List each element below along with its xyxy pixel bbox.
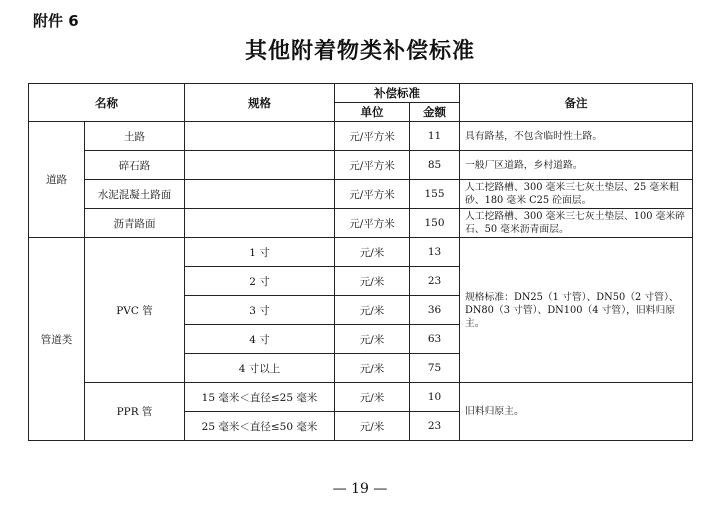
item-unit: 元/平方米 [335, 209, 410, 238]
item-unit: 元/米 [335, 267, 410, 296]
table-row [29, 151, 693, 180]
table-row [29, 180, 693, 209]
item-name-pvc: PVC 管 [85, 238, 185, 383]
item-amount: 63 [410, 325, 460, 354]
header-name: 名称 [29, 84, 185, 122]
page-number: — 19 — [332, 481, 388, 497]
header-unit: 单位 [335, 103, 410, 122]
table-row [29, 383, 693, 412]
item-spec [185, 122, 335, 151]
compensation-table [28, 83, 693, 441]
category-pipes: 管道类 [29, 238, 85, 441]
item-amount: 150 [410, 209, 460, 238]
item-remark: 人工挖路槽、300 毫米三七灰土垫层、100 毫米碎石、50 毫米沥青面层。 [460, 209, 693, 238]
item-unit: 元/米 [335, 296, 410, 325]
item-unit: 元/米 [335, 383, 410, 412]
item-spec [185, 180, 335, 209]
item-spec: 25 毫米＜直径≤50 毫米 [185, 412, 335, 441]
item-unit: 元/米 [335, 325, 410, 354]
remark-pvc: 规格标准：DN25（1 寸管）、DN50（2 寸管）、DN80（3 寸管）、DN100（4 寸管），旧料归原主。 [460, 238, 693, 383]
table-row [29, 209, 693, 238]
item-amount: 155 [410, 180, 460, 209]
item-spec: 3 寸 [185, 296, 335, 325]
item-remark: 一般厂区道路，乡村道路。 [460, 151, 693, 180]
item-unit: 元/米 [335, 412, 410, 441]
item-amount: 11 [410, 122, 460, 151]
header-amount: 金额 [410, 103, 460, 122]
remark-ppr: 旧料归原主。 [460, 383, 693, 441]
item-spec: 4 寸 [185, 325, 335, 354]
header-remark: 备注 [460, 84, 693, 122]
item-spec: 2 寸 [185, 267, 335, 296]
table-row [29, 122, 693, 151]
item-name: 沥青路面 [85, 209, 185, 238]
item-spec: 15 毫米＜直径≤25 毫米 [185, 383, 335, 412]
item-amount: 13 [410, 238, 460, 267]
item-remark: 具有路基，不包含临时性土路。 [460, 122, 693, 151]
item-unit: 元/平方米 [335, 180, 410, 209]
header-spec: 规格 [185, 84, 335, 122]
header-row [29, 84, 693, 103]
item-amount: 75 [410, 354, 460, 383]
item-unit: 元/平方米 [335, 151, 410, 180]
item-name: 土路 [85, 122, 185, 151]
attachment-label: 附件 6 [33, 12, 79, 30]
item-name-ppr: PPR 管 [85, 383, 185, 441]
item-unit: 元/米 [335, 238, 410, 267]
item-amount: 23 [410, 267, 460, 296]
item-amount: 10 [410, 383, 460, 412]
item-spec [185, 151, 335, 180]
item-name: 碎石路 [85, 151, 185, 180]
table-row [29, 238, 693, 267]
item-amount: 36 [410, 296, 460, 325]
item-amount: 23 [410, 412, 460, 441]
item-unit: 元/米 [335, 354, 410, 383]
item-spec [185, 209, 335, 238]
item-spec: 4 寸以上 [185, 354, 335, 383]
header-standard: 补偿标准 [335, 84, 460, 103]
category-roads: 道路 [29, 122, 85, 238]
item-remark: 人工挖路槽、300 毫米三七灰土垫层、25 毫米粗砂、180 毫米 C25 砼面层。 [460, 180, 693, 209]
item-amount: 85 [410, 151, 460, 180]
document-title: 其他附着物类补偿标准 [244, 39, 475, 64]
item-spec: 1 寸 [185, 238, 335, 267]
item-name: 水泥混凝土路面 [85, 180, 185, 209]
item-unit: 元/平方米 [335, 122, 410, 151]
